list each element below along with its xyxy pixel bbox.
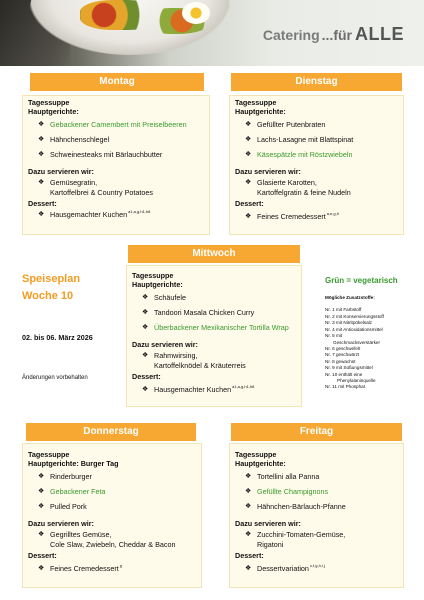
soup-label: Tagessuppe [235, 98, 277, 107]
additive-item: Nr. 7 geschwärzt [325, 352, 360, 358]
dish: ❖ Hähnchen-Bärlauch-Pfanne [245, 502, 346, 512]
bullet-icon: ❖ [142, 352, 149, 360]
sides-label: Dazu servieren wir: [28, 166, 94, 176]
soup-label: Tagessuppe [132, 271, 174, 280]
additive-item: Nr. 5 mit [325, 333, 343, 339]
menu-freitag [235, 450, 403, 574]
dish: ❖ Lachs-Lasagne mit Blattspinat [245, 135, 354, 145]
mains-label: Hauptgerichte: [28, 107, 79, 117]
menu-donnerstag [28, 450, 202, 574]
menu-mittwoch [132, 271, 304, 395]
dessert: ❖ Hausgemachter Kuchen$^{a1,a,g,h1,h8}$ [142, 384, 255, 395]
dessert-label: Dessert: [235, 198, 264, 208]
side-dish: ❖ Gemüsegratin, Kartoffelbrei & Country Potatoes [38, 178, 153, 197]
dessert-label: Dessert: [132, 371, 161, 381]
sides-label: Dazu servieren wir: [132, 339, 198, 349]
dish: ❖ Gebackener Feta [38, 487, 106, 497]
side-dish: ❖ Zucchini-Tomaten-Gemüse, Rigatoni [245, 530, 346, 549]
additive-item: Nr. 1 mit Farbstoff [325, 307, 362, 313]
bullet-icon: ❖ [142, 386, 149, 394]
bullet-icon: ❖ [38, 151, 45, 159]
brand-part: ...für [321, 27, 352, 43]
soup-label: Tagessuppe [28, 450, 70, 459]
brand-part: ALLE [355, 24, 404, 44]
brand-logo [263, 24, 404, 46]
soup-label: Tagessuppe [28, 98, 70, 107]
bullet-icon: ❖ [245, 565, 252, 573]
bullet-icon: ❖ [245, 488, 252, 496]
additive-item: Nr. 6 geschwefelt [325, 345, 361, 351]
dish: ❖ Schweinesteaks mit Bärlauchbutter [38, 150, 163, 160]
bullet-icon: ❖ [38, 136, 45, 144]
bullet-icon: ❖ [245, 213, 252, 221]
bullet-icon: ❖ [38, 503, 45, 511]
day-banner-dienstag: Dienstag [231, 73, 402, 91]
plan-title: Speiseplan Woche 10 [22, 273, 81, 303]
additive-item: Nr. 11 mit Phosphat [325, 384, 366, 390]
bullet-icon: ❖ [38, 565, 45, 573]
plan-dates: 02. bis 06. März 2026 [22, 333, 93, 342]
additive-item: Nr. 3 mit Nitritpökelsalz [325, 320, 372, 326]
dish: ❖ Pulled Pork [38, 502, 87, 512]
dessert-label: Dessert: [235, 550, 264, 560]
bullet-icon: ❖ [38, 472, 45, 480]
additive-item: Nr. 2 mit Konservierungsstoff [325, 313, 384, 319]
bullet-icon: ❖ [245, 531, 252, 539]
dish: ❖ Überbackener Mexikanischer Tortilla Wrap [142, 323, 289, 333]
additive-item: Nr. 9 mit Süßungsmittel [325, 365, 373, 371]
day-banner-montag: Montag [30, 73, 204, 91]
vegetarian-legend: Grün = vegetarisch [325, 276, 398, 285]
dessert: ❖ Feines Cremedessert$^{a,e,g,h}$ [245, 211, 339, 222]
bullet-icon: ❖ [245, 179, 252, 187]
day-banner-mittwoch: Mittwoch [128, 245, 300, 263]
sides-label: Dazu servieren wir: [235, 518, 301, 528]
side-dish: ❖ Glasierte Karotten, Kartoffelgratin & feine Nudeln [245, 178, 351, 197]
bullet-icon: ❖ [38, 531, 45, 539]
dish: ❖ Hähnchenschlegel [38, 135, 110, 145]
mains-label: Hauptgerichte: [235, 107, 286, 117]
side-dish: ❖ Gegrilltes Gemüse, Cole Slaw, Zwiebeln, Cheddar & Bacon [38, 530, 176, 549]
bullet-icon: ❖ [142, 293, 149, 301]
egg-image [182, 2, 210, 24]
bullet-icon: ❖ [245, 136, 252, 144]
mains-label: Hauptgerichte: [132, 280, 183, 290]
dish: ❖ Tandoori Masala Chicken Curry [142, 308, 255, 318]
bullet-icon: ❖ [245, 120, 252, 128]
dish: ❖ Käsespätzle mit Röstzwiebeln [245, 150, 353, 160]
dish: ❖ Tortellini alla Panna [245, 471, 320, 481]
menu-montag [28, 98, 208, 220]
bullet-icon: ❖ [245, 151, 252, 159]
dish: ❖ Schäufele [142, 292, 186, 302]
menu-dienstag [235, 98, 403, 222]
brand-part: Catering [262, 27, 320, 43]
day-banner-donnerstag: Donnerstag [26, 423, 196, 441]
additive-item: Nr. 4 mit Antioxidationsmittel [325, 326, 383, 332]
dessert: ❖ Feines Cremedessert$^g$ [38, 563, 122, 574]
additive-item: Nr. 10 enthält eine [325, 371, 363, 377]
additives-list [325, 295, 384, 391]
additive-item: Nr. 8 gewachst [325, 358, 356, 364]
dessert: ❖ Hausgemachter Kuchen$^{a1,a,g,h1,h8}$ [38, 209, 151, 220]
changes-note: Änderungen vorbehalten [22, 375, 88, 381]
dish: ❖ Gebackener Camembert mit Preiselbeeren [38, 119, 187, 129]
bullet-icon: ❖ [38, 211, 45, 219]
mains-label: Hauptgerichte: Burger Tag [28, 459, 119, 469]
dessert: ❖ Dessertvariation$^{c,f,g,h,i,j}$ [245, 563, 325, 574]
soup-label: Tagessuppe [235, 450, 277, 459]
bullet-icon: ❖ [245, 472, 252, 480]
bullet-icon: ❖ [142, 309, 149, 317]
dessert-label: Dessert: [28, 198, 57, 208]
dish: ❖ Rinderburger [38, 471, 92, 481]
dish: ❖ Gefüllte Champignons [245, 487, 329, 497]
dessert-label: Dessert: [28, 550, 57, 560]
bullet-icon: ❖ [38, 179, 45, 187]
bullet-icon: ❖ [142, 324, 149, 332]
sides-label: Dazu servieren wir: [28, 518, 94, 528]
additive-item: Geschmacksverstärker [333, 339, 380, 345]
day-banner-freitag: Freitag [231, 423, 402, 441]
bullet-icon: ❖ [38, 488, 45, 496]
bullet-icon: ❖ [245, 503, 252, 511]
sides-label: Dazu servieren wir: [235, 166, 301, 176]
additive-item: Phenylalaninquelle [337, 378, 376, 384]
side-dish: ❖ Rahmwirsing, Kartoffelknödel & Kräuterreis [142, 351, 246, 370]
mains-label: Hauptgerichte: [235, 459, 286, 469]
bullet-icon: ❖ [38, 120, 45, 128]
dish: ❖ Gefüllter Putenbraten [245, 119, 326, 129]
additives-heading: Mögliche Zusatzstoffe: [325, 295, 375, 300]
